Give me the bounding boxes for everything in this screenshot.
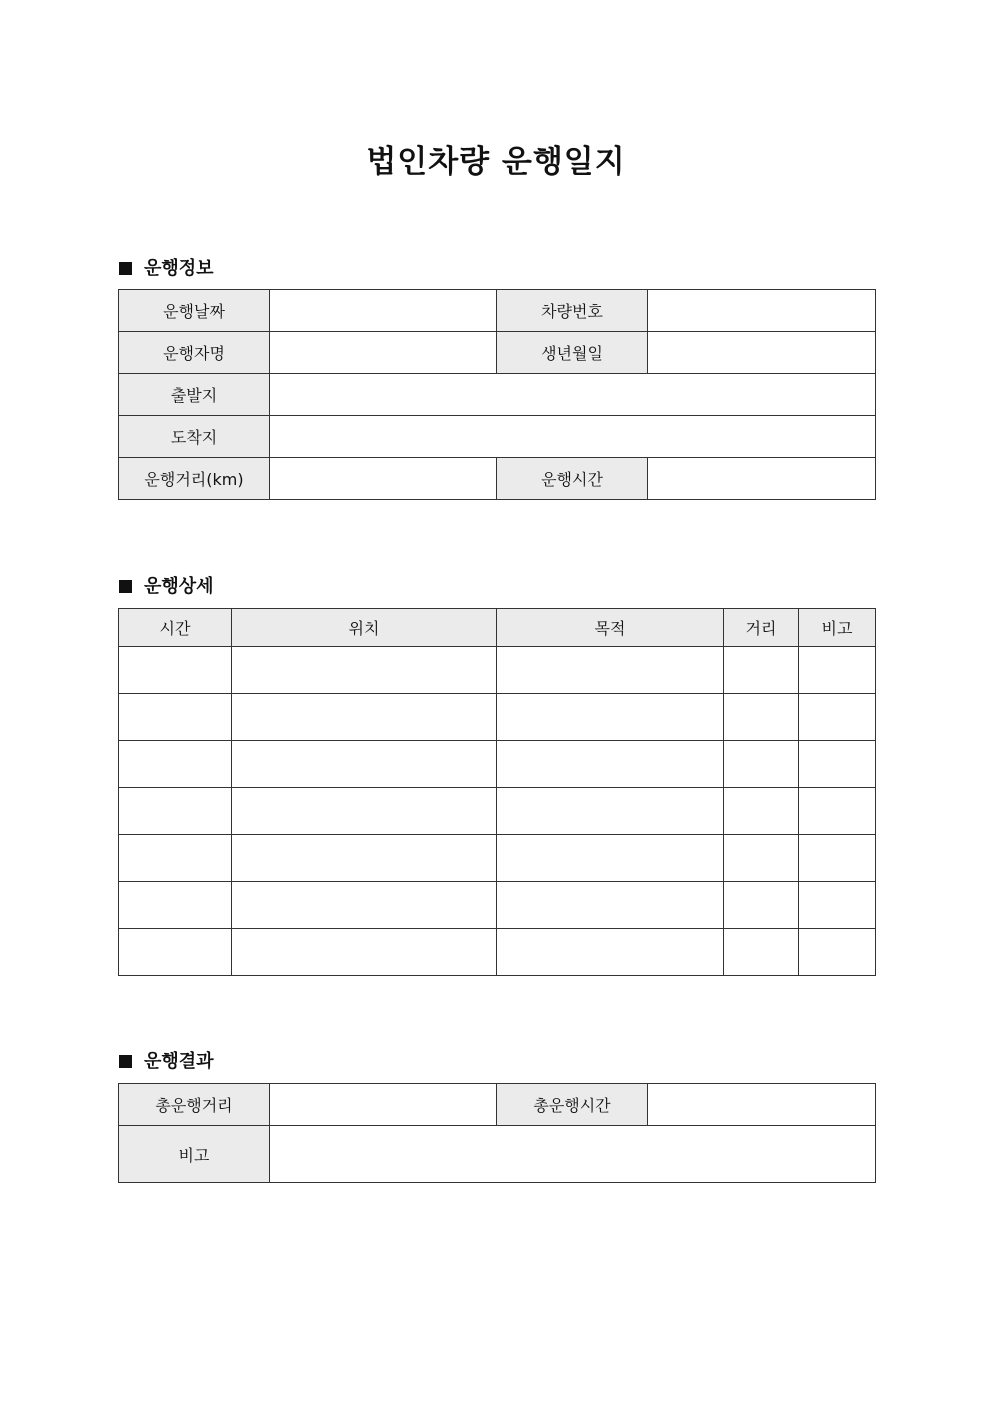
field-driver[interactable] xyxy=(270,332,497,374)
table-cell[interactable] xyxy=(497,788,724,835)
label-driver: 운행자명 xyxy=(119,332,270,374)
field-arrival[interactable] xyxy=(270,416,876,458)
table-cell[interactable] xyxy=(497,647,724,694)
table-cell[interactable] xyxy=(799,741,876,788)
info-table xyxy=(118,289,876,500)
table-cell[interactable] xyxy=(799,694,876,741)
table-cell[interactable] xyxy=(232,929,497,976)
label-arrival: 도착지 xyxy=(119,416,270,458)
table-row xyxy=(119,882,876,929)
column-header: 비고 xyxy=(799,609,876,647)
table-cell[interactable] xyxy=(497,929,724,976)
table-row xyxy=(119,694,876,741)
section-heading-info xyxy=(119,254,214,280)
table-cell[interactable] xyxy=(724,647,799,694)
table-row xyxy=(119,835,876,882)
section-heading-detail xyxy=(119,572,214,598)
label-date: 운행날짜 xyxy=(119,290,270,332)
column-header: 위치 xyxy=(232,609,497,647)
section-heading-result xyxy=(119,1047,214,1073)
table-cell[interactable] xyxy=(497,882,724,929)
table-row xyxy=(119,788,876,835)
column-header: 시간 xyxy=(119,609,232,647)
field-birth[interactable] xyxy=(648,332,876,374)
column-header: 목적 xyxy=(497,609,724,647)
table-cell[interactable] xyxy=(232,835,497,882)
black-square-icon xyxy=(119,262,132,275)
table-row xyxy=(119,741,876,788)
section-heading-info-label: 운행정보 xyxy=(144,258,214,279)
field-total-time[interactable] xyxy=(648,1084,876,1126)
table-cell[interactable] xyxy=(119,788,232,835)
table-row xyxy=(119,929,876,976)
table-cell[interactable] xyxy=(724,882,799,929)
field-date[interactable] xyxy=(270,290,497,332)
black-square-icon xyxy=(119,580,132,593)
label-total-distance: 총운행거리 xyxy=(119,1084,270,1126)
label-birth: 생년월일 xyxy=(497,332,648,374)
table-cell[interactable] xyxy=(799,882,876,929)
field-remarks[interactable] xyxy=(270,1126,876,1183)
label-plate: 차량번호 xyxy=(497,290,648,332)
table-cell[interactable] xyxy=(799,929,876,976)
detail-table xyxy=(118,608,876,976)
label-total-time: 총운행시간 xyxy=(497,1084,648,1126)
label-departure: 출발지 xyxy=(119,374,270,416)
table-cell[interactable] xyxy=(724,835,799,882)
black-square-icon xyxy=(119,1055,132,1068)
field-distance[interactable] xyxy=(270,458,497,500)
table-cell[interactable] xyxy=(724,741,799,788)
table-cell[interactable] xyxy=(119,882,232,929)
table-cell[interactable] xyxy=(119,694,232,741)
section-heading-detail-label: 운행상세 xyxy=(144,576,214,597)
table-cell[interactable] xyxy=(724,788,799,835)
table-cell[interactable] xyxy=(119,835,232,882)
table-cell[interactable] xyxy=(799,835,876,882)
table-cell[interactable] xyxy=(232,741,497,788)
table-row xyxy=(119,647,876,694)
table-cell[interactable] xyxy=(119,929,232,976)
table-cell[interactable] xyxy=(232,882,497,929)
table-cell[interactable] xyxy=(119,647,232,694)
page-title: 법인차량 운행일지 xyxy=(366,144,626,180)
table-cell[interactable] xyxy=(724,929,799,976)
label-time: 운행시간 xyxy=(497,458,648,500)
result-table xyxy=(118,1083,876,1183)
column-header: 거리 xyxy=(724,609,799,647)
table-cell[interactable] xyxy=(799,647,876,694)
field-plate[interactable] xyxy=(648,290,876,332)
table-cell[interactable] xyxy=(119,741,232,788)
table-cell[interactable] xyxy=(497,741,724,788)
field-total-distance[interactable] xyxy=(270,1084,497,1126)
table-cell[interactable] xyxy=(232,788,497,835)
table-cell[interactable] xyxy=(497,835,724,882)
label-distance: 운행거리(km) xyxy=(119,458,270,500)
table-cell[interactable] xyxy=(232,694,497,741)
table-cell[interactable] xyxy=(799,788,876,835)
table-cell[interactable] xyxy=(232,647,497,694)
field-time[interactable] xyxy=(648,458,876,500)
section-heading-result-label: 운행결과 xyxy=(144,1051,214,1072)
table-cell[interactable] xyxy=(497,694,724,741)
table-cell[interactable] xyxy=(724,694,799,741)
field-departure[interactable] xyxy=(270,374,876,416)
label-remarks: 비고 xyxy=(119,1126,270,1183)
